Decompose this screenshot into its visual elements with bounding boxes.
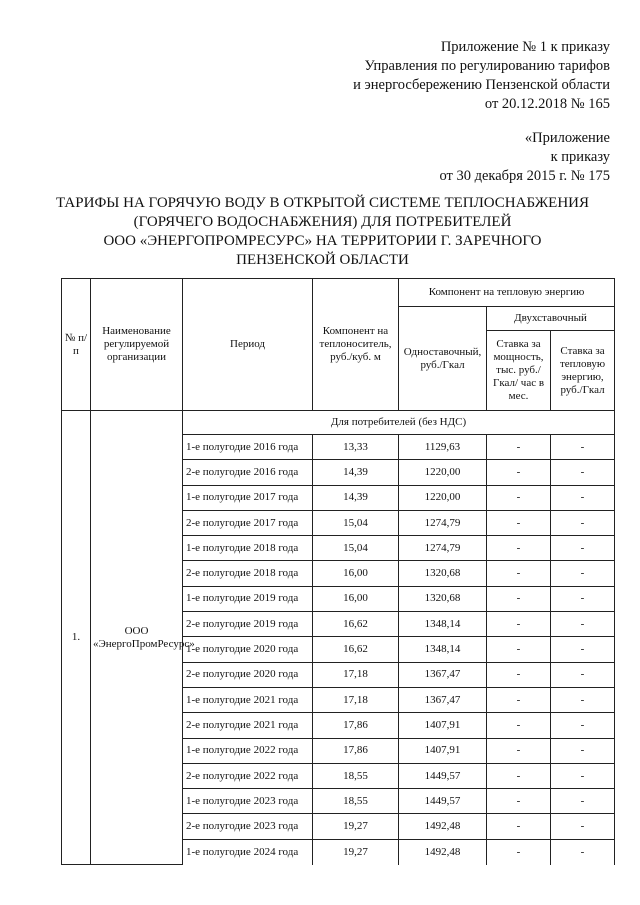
period-cell: 1-е полугодие 2016 года <box>183 435 313 460</box>
title-line: ООО «ЭНЕРГОПРОМРЕСУРС» НА ТЕРРИТОРИИ Г. ЗАРЕЧНОГО <box>103 233 542 249</box>
rate-cell: - <box>551 485 615 510</box>
header-single: Одноставочный, руб./Гкал <box>399 307 487 411</box>
rate-cell: - <box>551 713 615 738</box>
power-cell: - <box>487 789 551 814</box>
power-cell: - <box>487 713 551 738</box>
rate-cell: - <box>551 561 615 586</box>
header-line: от 20.12.2018 № 165 <box>484 96 610 112</box>
row-number: 1. <box>62 411 91 865</box>
carrier-cell: 15,04 <box>313 510 399 535</box>
period-cell: 2-е полугодие 2021 года <box>183 713 313 738</box>
period-cell: 2-е полугодие 2016 года <box>183 460 313 485</box>
period-cell: 1-е полугодие 2017 года <box>183 485 313 510</box>
power-cell: - <box>487 485 551 510</box>
single-cell: 1492,48 <box>399 814 487 839</box>
org-name: ООО «ЭнергоПромРесурс» <box>91 411 183 865</box>
rate-cell: - <box>551 612 615 637</box>
single-cell: 1407,91 <box>399 713 487 738</box>
header-rate: Ставка за тепловую энергию, руб./Гкал <box>551 331 615 411</box>
period-cell: 2-е полугодие 2019 года <box>183 612 313 637</box>
title-line: (ГОРЯЧЕГО ВОДОСНАБЖЕНИЯ) ДЛЯ ПОТРЕБИТЕЛЕЙ <box>133 214 512 230</box>
carrier-cell: 19,27 <box>313 839 399 864</box>
single-cell: 1492,48 <box>399 839 487 864</box>
single-cell: 1449,57 <box>399 763 487 788</box>
rate-cell: - <box>551 637 615 662</box>
single-cell: 1348,14 <box>399 637 487 662</box>
header-line: Приложение № 1 к приказу <box>440 39 610 55</box>
header-period: Период <box>183 279 313 411</box>
period-cell: 1-е полугодие 2019 года <box>183 586 313 611</box>
single-cell: 1220,00 <box>399 485 487 510</box>
rate-cell: - <box>551 789 615 814</box>
single-cell: 1220,00 <box>399 460 487 485</box>
document-title <box>40 194 605 270</box>
carrier-cell: 17,86 <box>313 738 399 763</box>
carrier-cell: 18,55 <box>313 789 399 814</box>
single-cell: 1367,47 <box>399 687 487 712</box>
period-cell: 2-е полугодие 2017 года <box>183 510 313 535</box>
carrier-cell: 16,62 <box>313 612 399 637</box>
single-cell: 1320,68 <box>399 561 487 586</box>
power-cell: - <box>487 637 551 662</box>
header-line: к приказу <box>550 149 610 165</box>
rate-cell: - <box>551 738 615 763</box>
carrier-cell: 16,00 <box>313 586 399 611</box>
period-cell: 1-е полугодие 2018 года <box>183 536 313 561</box>
period-cell: 2-е полугодие 2023 года <box>183 814 313 839</box>
period-cell: 1-е полугодие 2023 года <box>183 789 313 814</box>
single-cell: 1367,47 <box>399 662 487 687</box>
carrier-cell: 19,27 <box>313 814 399 839</box>
power-cell: - <box>487 612 551 637</box>
title-line: ТАРИФЫ НА ГОРЯЧУЮ ВОДУ В ОТКРЫТОЙ СИСТЕМЕ ТЕПЛОСНАБЖЕНИЯ <box>56 195 589 211</box>
rate-cell: - <box>551 687 615 712</box>
header-num: № п/п <box>62 279 91 411</box>
period-cell: 2-е полугодие 2018 года <box>183 561 313 586</box>
single-cell: 1274,79 <box>399 510 487 535</box>
period-cell: 1-е полугодие 2022 года <box>183 738 313 763</box>
single-cell: 1320,68 <box>399 586 487 611</box>
carrier-cell: 13,33 <box>313 435 399 460</box>
header-line: от 30 декабря 2015 г. № 175 <box>439 168 610 184</box>
document-header <box>353 38 610 186</box>
header-org: Наименование регулируемой организации <box>91 279 183 411</box>
carrier-cell: 16,00 <box>313 561 399 586</box>
single-cell: 1129,63 <box>399 435 487 460</box>
rate-cell: - <box>551 839 615 864</box>
rate-cell: - <box>551 460 615 485</box>
power-cell: - <box>487 687 551 712</box>
header-power: Ставка за мощность, тыс. руб./Гкал/ час в мес. <box>487 331 551 411</box>
power-cell: - <box>487 662 551 687</box>
power-cell: - <box>487 561 551 586</box>
rate-cell: - <box>551 763 615 788</box>
power-cell: - <box>487 435 551 460</box>
period-cell: 1-е полугодие 2021 года <box>183 687 313 712</box>
rate-cell: - <box>551 435 615 460</box>
carrier-cell: 17,18 <box>313 662 399 687</box>
carrier-cell: 17,18 <box>313 687 399 712</box>
single-cell: 1348,14 <box>399 612 487 637</box>
carrier-cell: 17,86 <box>313 713 399 738</box>
period-cell: 2-е полугодие 2022 года <box>183 763 313 788</box>
single-cell: 1274,79 <box>399 536 487 561</box>
single-cell: 1407,91 <box>399 738 487 763</box>
power-cell: - <box>487 586 551 611</box>
carrier-cell: 14,39 <box>313 460 399 485</box>
power-cell: - <box>487 763 551 788</box>
rate-cell: - <box>551 510 615 535</box>
period-cell: 1-е полугодие 2024 года <box>183 839 313 864</box>
carrier-cell: 18,55 <box>313 763 399 788</box>
carrier-cell: 16,62 <box>313 637 399 662</box>
power-cell: - <box>487 814 551 839</box>
title-line: ПЕНЗЕНСКОЙ ОБЛАСТИ <box>236 252 409 268</box>
period-cell: 1-е полугодие 2020 года <box>183 637 313 662</box>
rate-cell: - <box>551 662 615 687</box>
power-cell: - <box>487 738 551 763</box>
power-cell: - <box>487 839 551 864</box>
rate-cell: - <box>551 536 615 561</box>
subheader: Для потребителей (без НДС) <box>183 411 615 435</box>
power-cell: - <box>487 460 551 485</box>
header-line: Управления по регулированию тарифов <box>364 58 610 74</box>
rate-cell: - <box>551 814 615 839</box>
single-cell: 1449,57 <box>399 789 487 814</box>
carrier-cell: 15,04 <box>313 536 399 561</box>
rate-cell: - <box>551 586 615 611</box>
carrier-cell: 14,39 <box>313 485 399 510</box>
power-cell: - <box>487 536 551 561</box>
header-line: и энергосбережению Пензенской области <box>353 77 610 93</box>
header-carrier: Компонент на теплоноситель, руб./куб. м <box>313 279 399 411</box>
tariff-table <box>61 278 615 865</box>
header-line: «Приложение <box>524 130 610 146</box>
period-cell: 2-е полугодие 2020 года <box>183 662 313 687</box>
header-double: Двухставочный <box>487 307 615 331</box>
power-cell: - <box>487 510 551 535</box>
header-energy: Компонент на тепловую энергию <box>399 279 615 307</box>
